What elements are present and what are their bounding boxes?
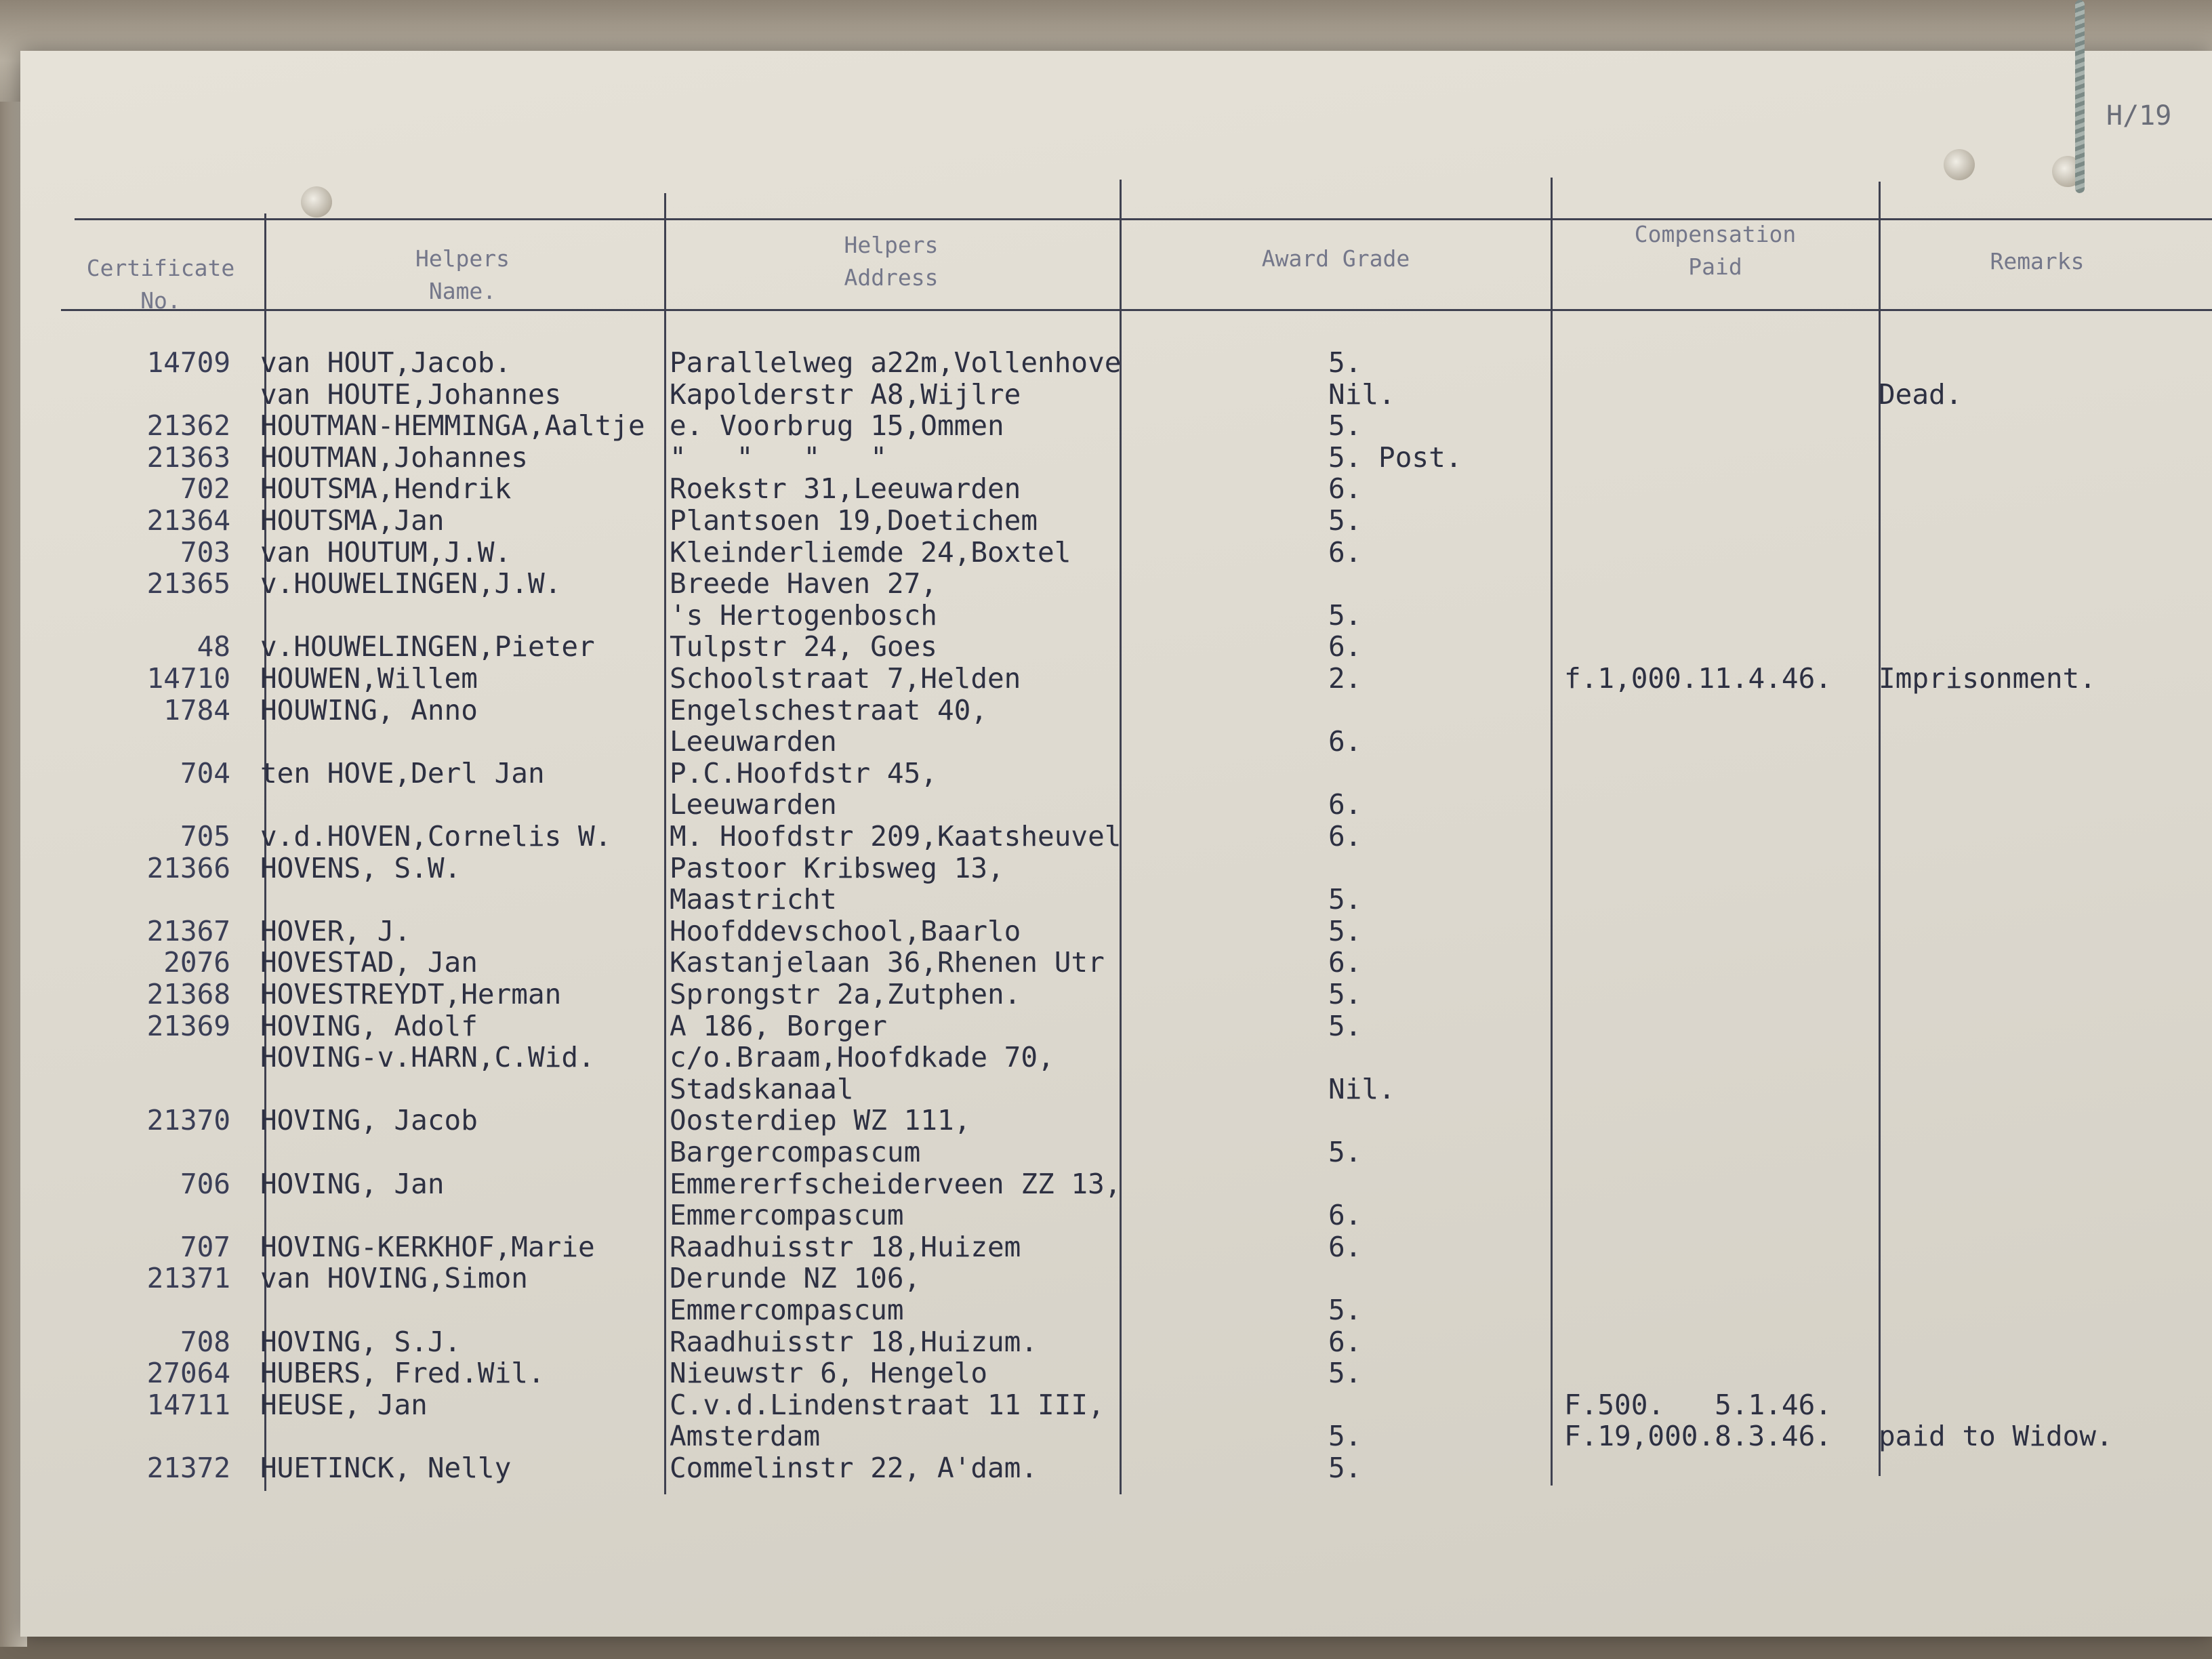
certificate-number: 21368 (146, 978, 230, 1010)
helper-name: HOVING-v.HARN,C.Wid. (260, 1041, 595, 1073)
helper-name: HOVING-KERKHOF,Marie (260, 1231, 595, 1263)
table-row (0, 1136, 2212, 1168)
binding-string (2075, 0, 2085, 193)
table-row (0, 379, 2212, 410)
table-row (0, 1326, 2212, 1357)
award-grade: 5. (1328, 1452, 1362, 1484)
certificate-number: 706 (180, 1168, 230, 1200)
helper-name: HOVING, Adolf (260, 1010, 478, 1042)
helper-address: Schoolstraat 7,Helden (670, 662, 1021, 695)
helper-address: Sprongstr 2a,Zutphen. (670, 978, 1021, 1010)
helper-name: HOUTMAN-HEMMINGA,Aaltje (260, 409, 645, 442)
award-grade: 6. (1328, 472, 1362, 505)
helper-address: Emmercompascum (670, 1199, 904, 1231)
table-row (0, 853, 2212, 884)
remarks: paid to Widow. (1879, 1420, 2113, 1452)
certificate-number: 705 (180, 820, 230, 853)
helper-address: Engelschestraat 40, (670, 694, 987, 726)
helper-name: v.HOUWELINGEN,Pieter (260, 630, 595, 663)
header-remarks: Remarks (1990, 248, 2085, 274)
certificate-number: 21366 (146, 852, 230, 884)
helper-name: ten HOVE,Derl Jan (260, 757, 545, 790)
certificate-number: 21372 (146, 1452, 230, 1484)
table-row (0, 916, 2212, 947)
compensation-paid: f.1,000.11.4.46. (1564, 662, 1832, 695)
helper-name: HOUTSMA,Hendrik (260, 472, 512, 505)
award-grade: 5. (1328, 409, 1362, 442)
header-helpers-address: Helpers Address (844, 232, 939, 291)
punch-hole-left (301, 186, 332, 218)
table-row (0, 473, 2212, 504)
table-row (0, 1231, 2212, 1263)
helper-name: HOVESTREYDT,Herman (260, 978, 562, 1010)
helper-address: Derunde NZ 106, (670, 1262, 921, 1294)
helper-address: Kapolderstr A8,Wijlre (670, 378, 1021, 411)
award-grade: Nil. (1328, 1073, 1395, 1105)
helper-address: Stadskanaal (670, 1073, 854, 1105)
helper-name: HUETINCK, Nelly (260, 1452, 512, 1484)
award-grade: 5. (1328, 599, 1362, 632)
certificate-number: 14709 (146, 346, 230, 379)
certificate-number: 2076 (163, 946, 230, 979)
helper-name: v.HOUWELINGEN,J.W. (260, 567, 562, 600)
certificate-number: 707 (180, 1231, 230, 1263)
table-row (0, 821, 2212, 852)
helper-address: Oosterdiep WZ 111, (670, 1104, 971, 1136)
helper-address: Emmercompascum (670, 1294, 904, 1326)
award-grade: 6. (1328, 630, 1362, 663)
table-row (0, 568, 2212, 599)
helper-address: Nieuwstr 6, Hengelo (670, 1357, 987, 1389)
table-row (0, 726, 2212, 757)
award-grade: Nil. (1328, 378, 1395, 411)
helper-address: Emmererfscheiderveen ZZ 13, (670, 1168, 1122, 1200)
header-bottom-rule (61, 309, 2212, 311)
certificate-number: 21371 (146, 1262, 230, 1294)
table-row (0, 1010, 2212, 1042)
table-row (0, 1105, 2212, 1136)
helper-name: van HOUT,Jacob. (260, 346, 512, 379)
helper-address: Roekstr 31,Leeuwarden (670, 472, 1021, 505)
compensation-paid: F.500. 5.1.46. (1564, 1389, 1832, 1421)
helper-address: Plantsoen 19,Doetichem (670, 504, 1038, 537)
award-grade: 5. (1328, 915, 1362, 947)
helper-address: Kleinderliemde 24,Boxtel (670, 536, 1071, 569)
helper-address: Kastanjelaan 36,Rhenen Utr (670, 946, 1105, 979)
certificate-number: 14710 (146, 662, 230, 695)
certificate-number: 21365 (146, 567, 230, 600)
helper-address: Leeuwarden (670, 725, 837, 758)
header-helpers-name: Helpers Name. (415, 245, 510, 304)
helper-address: " " " " (670, 441, 887, 474)
table-row (0, 1168, 2212, 1200)
certificate-number: 708 (180, 1326, 230, 1358)
helper-name: HOVENS, S.W. (260, 852, 462, 884)
table-row (0, 505, 2212, 536)
helper-address: Pastoor Kribsweg 13, (670, 852, 1004, 884)
helper-address: Hoofddevschool,Baarlo (670, 915, 1021, 947)
helper-address: Parallelweg a22m,Vollenhove (670, 346, 1122, 379)
helper-name: v.d.HOVEN,Cornelis W. (260, 820, 612, 853)
award-grade: 6. (1328, 946, 1362, 979)
remarks: Imprisonment. (1879, 662, 2096, 695)
award-grade: 5. (1328, 1136, 1362, 1168)
table-row (0, 1452, 2212, 1483)
table-row (0, 1073, 2212, 1105)
helper-address: Commelinstr 22, A'dam. (670, 1452, 1038, 1484)
certificate-number: 27064 (146, 1357, 230, 1389)
certificate-number: 21362 (146, 409, 230, 442)
certificate-number: 14711 (146, 1389, 230, 1421)
helper-address: Breede Haven 27, (670, 567, 937, 600)
helper-address: A 186, Borger (670, 1010, 887, 1042)
helper-name: van HOVING,Simon (260, 1262, 528, 1294)
helper-name: HOUWING, Anno (260, 694, 478, 726)
table-row (0, 1389, 2212, 1420)
award-grade: 6. (1328, 1199, 1362, 1231)
helper-address: e. Voorbrug 15,Ommen (670, 409, 1004, 442)
table-row (0, 347, 2212, 378)
table-row (0, 1420, 2212, 1452)
certificate-number: 21367 (146, 915, 230, 947)
helper-address: Leeuwarden (670, 788, 837, 821)
helper-name: HOVING, S.J. (260, 1326, 462, 1358)
table-row (0, 410, 2212, 441)
certificate-number: 21369 (146, 1010, 230, 1042)
helper-name: HUBERS, Fred.Wil. (260, 1357, 545, 1389)
helper-name: HOVING, Jacob (260, 1104, 478, 1136)
helper-address: Amsterdam (670, 1420, 821, 1452)
certificate-number: 1784 (163, 694, 230, 726)
certificate-number: 703 (180, 536, 230, 569)
table-row (0, 1200, 2212, 1231)
award-grade: 5. (1328, 1420, 1362, 1452)
table-row (0, 600, 2212, 631)
helper-address: Raadhuisstr 18,Huizem (670, 1231, 1021, 1263)
certificate-number: 48 (197, 630, 230, 663)
table-row (0, 442, 2212, 473)
helper-address: Bargercompascum (670, 1136, 921, 1168)
award-grade: 5. (1328, 504, 1362, 537)
helper-name: HOUTSMA,Jan (260, 504, 445, 537)
helper-name: HOVING, Jan (260, 1168, 445, 1200)
page-number: H/19 (2106, 100, 2172, 131)
table-row (0, 979, 2212, 1010)
table-row (0, 1294, 2212, 1326)
certificate-number: 21363 (146, 441, 230, 474)
certificate-number: 702 (180, 472, 230, 505)
header-certificate: Certificate No. (86, 255, 235, 314)
header-compensation-paid: Compensation Paid (1634, 221, 1797, 280)
award-grade: 6. (1328, 536, 1362, 569)
helper-name: HOVESTAD, Jan (260, 946, 478, 979)
helper-name: van HOUTUM,J.W. (260, 536, 512, 569)
table-row (0, 537, 2212, 568)
award-grade: 6. (1328, 788, 1362, 821)
helper-address: M. Hoofdstr 209,Kaatsheuvel (670, 820, 1122, 853)
award-grade: 5. (1328, 1357, 1362, 1389)
table-row (0, 663, 2212, 694)
table-row (0, 884, 2212, 915)
compensation-paid: F.19,000.8.3.46. (1564, 1420, 1832, 1452)
header-award-grade: Award Grade (1261, 245, 1410, 272)
award-grade: 5. (1328, 1294, 1362, 1326)
certificate-number: 21370 (146, 1104, 230, 1136)
table-row (0, 631, 2212, 662)
helper-address: C.v.d.Lindenstraat 11 III, (670, 1389, 1105, 1421)
certificate-number: 704 (180, 757, 230, 790)
table-row (0, 1357, 2212, 1389)
helper-name: van HOUTE,Johannes (260, 378, 562, 411)
helper-name: HEUSE, Jan (260, 1389, 428, 1421)
helper-address: Raadhuisstr 18,Huizum. (670, 1326, 1038, 1358)
remarks: Dead. (1879, 378, 1963, 411)
certificate-number: 21364 (146, 504, 230, 537)
punch-hole-right (1944, 149, 1975, 180)
table-row (0, 1042, 2212, 1073)
table-row (0, 695, 2212, 726)
table-top-rule (75, 218, 2212, 220)
helper-address: P.C.Hoofdstr 45, (670, 757, 937, 790)
award-grade: 6. (1328, 1326, 1362, 1358)
award-grade: 6. (1328, 1231, 1362, 1263)
table-row (0, 947, 2212, 978)
award-grade: 6. (1328, 820, 1362, 853)
helper-address: 's Hertogenbosch (670, 599, 937, 632)
helper-name: HOVER, J. (260, 915, 411, 947)
award-grade: 5. (1328, 1010, 1362, 1042)
table-row (0, 758, 2212, 789)
helper-address: Maastricht (670, 883, 837, 916)
table-row (0, 1263, 2212, 1294)
table-row (0, 789, 2212, 820)
award-grade: 5. (1328, 978, 1362, 1010)
award-grade: 5. Post. (1328, 441, 1462, 474)
award-grade: 5. (1328, 346, 1362, 379)
award-grade: 2. (1328, 662, 1362, 695)
helper-address: Tulpstr 24, Goes (670, 630, 937, 663)
helper-address: c/o.Braam,Hoofdkade 70, (670, 1041, 1054, 1073)
helper-name: HOUTMAN,Johannes (260, 441, 528, 474)
award-grade: 5. (1328, 883, 1362, 916)
award-grade: 6. (1328, 725, 1362, 758)
helper-name: HOUWEN,Willem (260, 662, 478, 695)
